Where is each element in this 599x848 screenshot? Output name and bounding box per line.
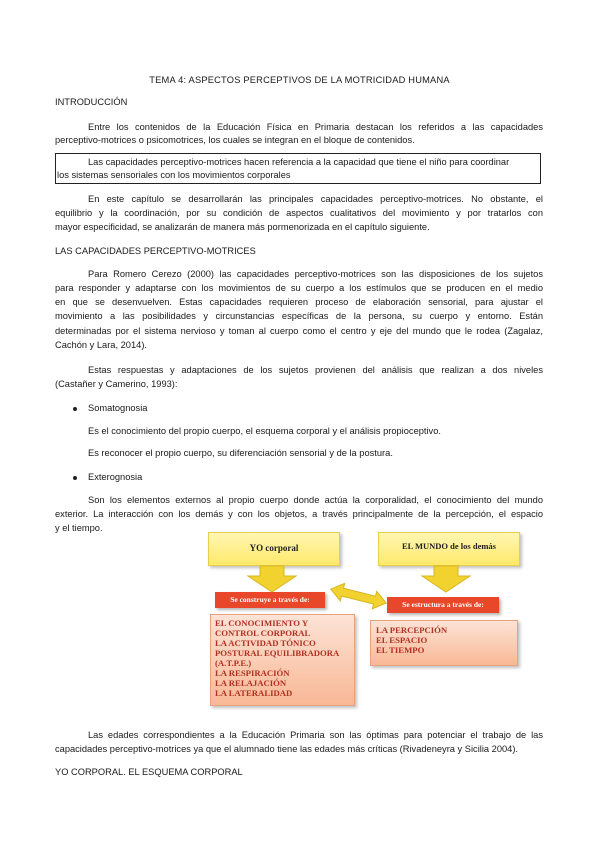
bullet-text: Es reconocer el propio cuerpo, su diferenciación sensorial y de la postura. — [88, 448, 393, 458]
paragraph-line: Entre los contenidos de la Educación Física en Primaria destacan los referidos a las capacidades — [88, 122, 543, 132]
diagram-item: (A.T.P.E.) — [215, 658, 252, 668]
section-heading: YO CORPORAL. EL ESQUEMA CORPORAL — [55, 767, 243, 777]
double-arrow-icon — [329, 580, 389, 611]
diagram-item: POSTURAL EQUILIBRADORA — [215, 648, 340, 658]
paragraph-line: Las edades correspondientes a la Educación Primaria son las óptimas para potenciar el trabajo de las — [88, 730, 543, 740]
paragraph-line: equilibrio y la coordinación, por su condición de aspectos cualitativos del movimiento y por tratarlos con — [55, 208, 543, 218]
diagram-item: CONTROL CORPORAL — [215, 628, 311, 638]
construye-label: Se construye a través de: — [230, 595, 310, 604]
bullet-label: Somatognosia — [88, 403, 148, 413]
paragraph-line: mayor especificidad, se analizarán de manera más pormenorizada en el capítulo siguiente. — [55, 222, 430, 232]
paragraph-line: exterior. La interacción con los demás y con los objetos, a través principalmente de la percepción, el espacio — [55, 509, 543, 519]
page-title: TEMA 4: ASPECTOS PERCEPTIVOS DE LA MOTRICIDAD HUMANA — [149, 75, 450, 85]
paragraph-line: (Castañer y Camerino, 1993): — [55, 379, 178, 389]
mundo-title: EL MUNDO de los demás — [402, 541, 496, 551]
paragraph-line: En este capítulo se desarrollarán las principales capacidades perceptivo-motrices. No obstante, el — [88, 194, 543, 204]
diagram-item: LA RELAJACIÓN — [215, 678, 287, 688]
paragraph-line: capacidades perceptivo-motrices ya que el alumnado tiene las edades más críticas (Rivadeneyra y Sicilia 2004). — [55, 744, 519, 754]
bullet-text: Es el conocimiento del propio cuerpo, el esquema corporal y el análisis propioceptivo. — [88, 426, 441, 436]
paragraph-line: movimiento a las posibilidades y circunstancias específicas de la persona, su cuerpo y entorno. Están — [55, 311, 543, 321]
section-heading: LAS CAPACIDADES PERCEPTIVO-MOTRICES — [55, 246, 256, 256]
down-arrow-icon — [248, 566, 296, 592]
estructura-label: Se estructura a través de: — [402, 600, 484, 609]
construye-label-box — [215, 592, 325, 608]
diagram-item: EL TIEMPO — [376, 645, 425, 655]
diagram-item: EL ESPACIO — [376, 635, 428, 645]
down-arrow-icon — [422, 566, 470, 592]
paragraph-line: Estas respuestas y adaptaciones de los sujetos provienen del análisis que realizan a dos niveles — [88, 365, 543, 375]
bullet-label: Exterognosia — [88, 472, 143, 482]
diagram-item: LA LATERALIDAD — [215, 688, 293, 698]
definition-line: los sistemas sensoriales con los movimientos corporales — [57, 170, 291, 180]
diagram-item: LA RESPIRACIÓN — [215, 668, 290, 678]
yo-corporal-title: YO corporal — [249, 543, 299, 553]
paragraph-line: Cachón y Lara, 2014). — [55, 340, 147, 350]
intro-heading: INTRODUCCIÓN — [55, 97, 128, 107]
paragraph-line: en que se desenvuelven. Estas capacidades requieren proceso de elaboración sensorial, para ajustar el — [55, 297, 543, 307]
paragraph-line: para responder y adaptarse con los movimientos de su cuerpo a los estímulos que se producen en el medio — [55, 283, 543, 293]
diagram-item: LA ACTIVIDAD TÓNICO — [215, 638, 316, 648]
paragraph-line: Para Romero Cerezo (2000) las capacidades perceptivo-motrices son las disposiciones de los sujetos — [88, 269, 543, 279]
diagram-item: EL CONOCIMIENTO Y — [215, 618, 309, 628]
diagram-item: LA PERCEPCIÓN — [376, 625, 448, 635]
paragraph-line: determinadas por el sistema nervioso y toman al cuerpo como el centro y eje del mundo que le rodea (Zagalaz, — [55, 326, 543, 336]
paragraph-line: Son los elementos externos al propio cuerpo donde actúa la corporalidad, el conocimiento del mundo — [88, 495, 543, 505]
definition-line: Las capacidades perceptivo-motrices hacen referencia a la capacidad que tiene el niño para coordinar — [88, 157, 510, 167]
paragraph-line: perceptivo-motrices o psicomotrices, los cuales se integran en el bloque de contenidos. — [55, 135, 415, 145]
paragraph-line: y el tiempo. — [55, 523, 103, 533]
estructura-label-box — [387, 597, 499, 613]
